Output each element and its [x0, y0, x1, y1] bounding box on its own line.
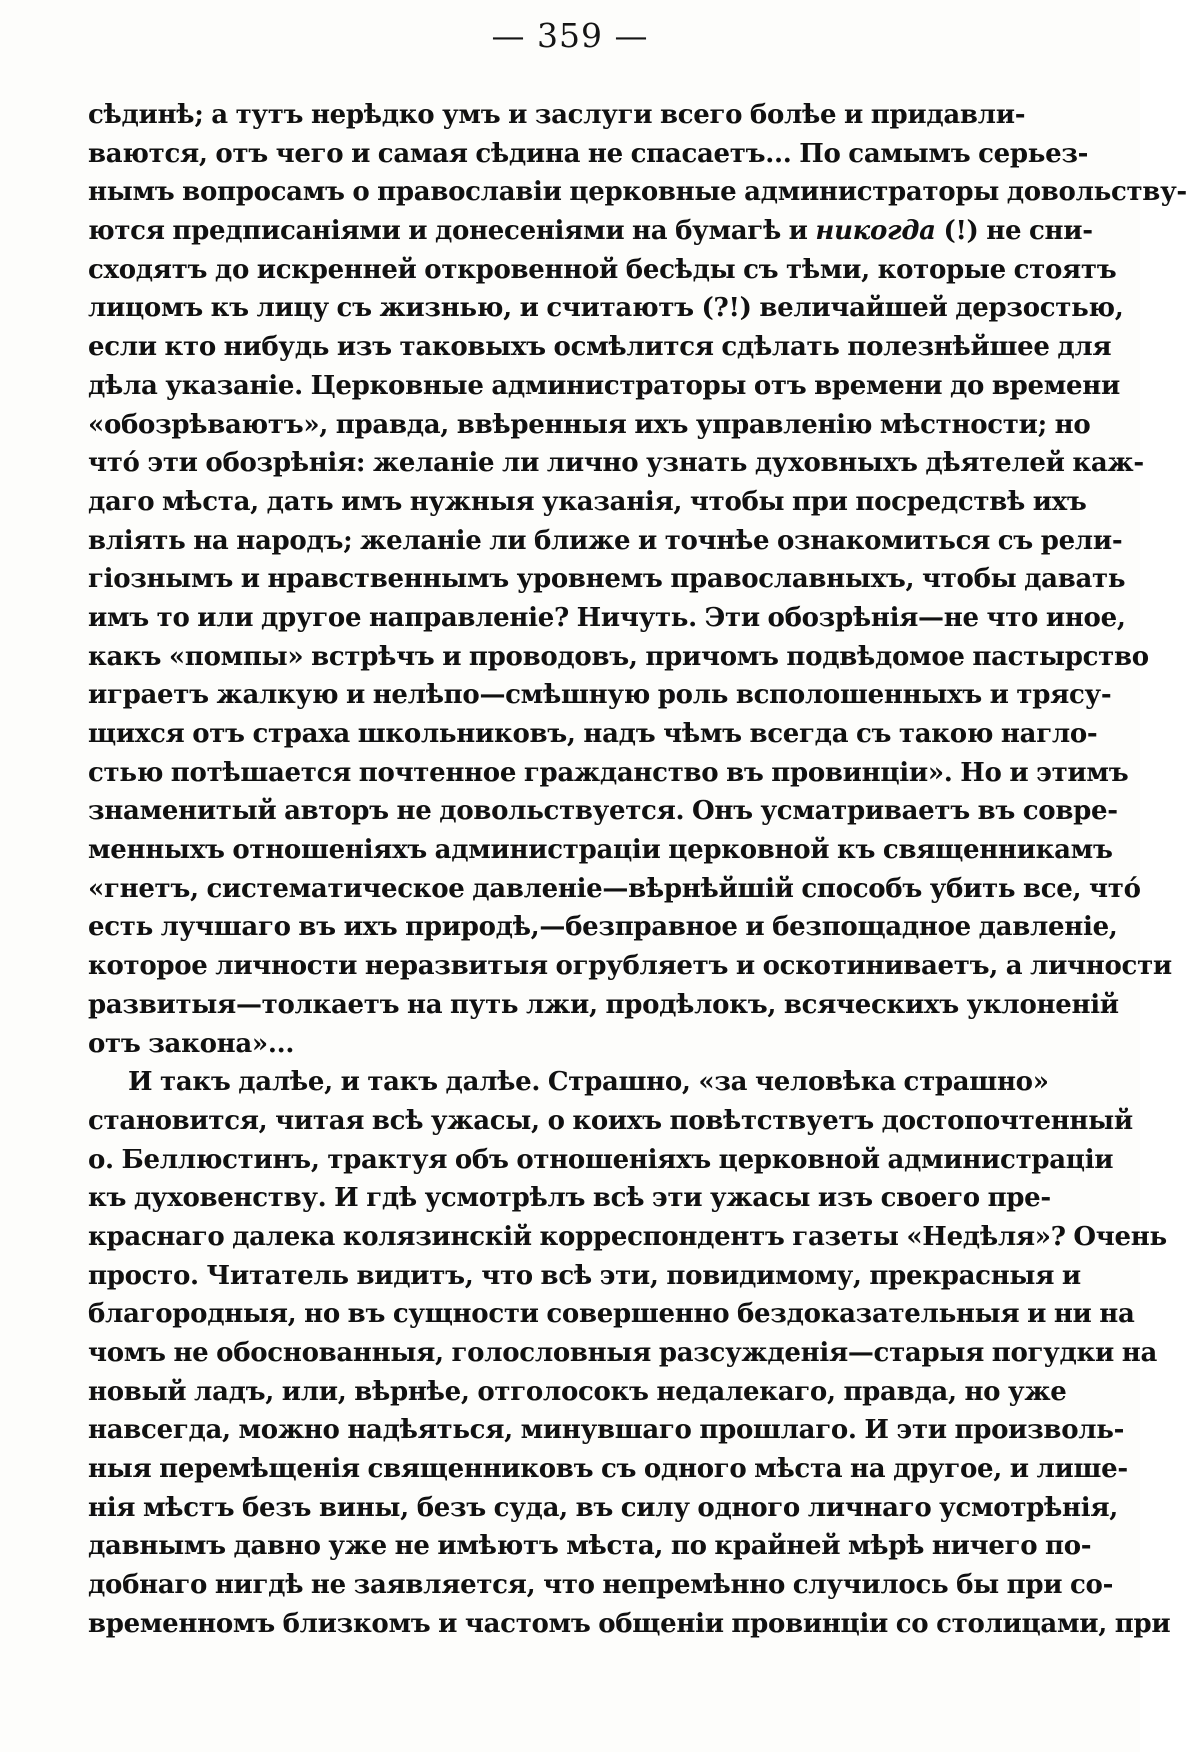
text-line: «обозрѣваютъ», правда, ввѣренныя ихъ управленію мѣстности; но: [88, 409, 1091, 440]
text-line-end: (!) не сни-: [943, 216, 1093, 247]
text-line: сходятъ до искренней откровенной бесѣды съ тѣми, которые стоятъ: [88, 254, 1117, 285]
text-line: развитыя—толкаетъ на путь лжи, продѣлокъ, всяческихъ уклоненій: [88, 989, 1119, 1020]
italic-emphasis: никогда: [815, 216, 936, 247]
text-line: нымъ вопросамъ о православіи церковные администраторы довольству-: [88, 177, 1187, 208]
text-line: краснаго далека колязинскій корреспондентъ газеты «Недѣля»? Очень: [88, 1221, 1167, 1252]
text-line: [88, 212, 1093, 251]
text-line: навсегда, можно надѣяться, минувшаго прошлаго. И эти произволь-: [88, 1415, 1125, 1446]
page-number: — 359 —: [491, 16, 649, 55]
text-line: которое личности неразвитыя огрубляетъ и оскотиниваетъ, а личности: [88, 951, 1172, 982]
text-line: благородныя, но въ сущности совершенно бездоказательныя и ни на: [88, 1299, 1135, 1330]
text-line: есть лучшаго въ ихъ природѣ,—безправное и безпощадное давленіе,: [88, 912, 1118, 943]
text-line: ваются, отъ чего и самая сѣдина не спасаетъ... По самымъ серьез-: [88, 138, 1089, 169]
text-line: И такъ далѣе, и такъ далѣе. Страшно, «за человѣка страшно»: [128, 1067, 1049, 1098]
text-line: отъ закона»...: [88, 1028, 295, 1059]
text-line: нія мѣстъ безъ вины, безъ суда, въ силу одного личнаго усмотрѣнія,: [88, 1492, 1118, 1523]
text-line: стью потѣшается почтенное гражданство въ провинціи». Но и этимъ: [88, 757, 1129, 788]
text-line: какъ «помпы» встрѣчъ и проводовъ, причомъ подвѣдомое пастырство: [88, 641, 1149, 672]
text-line: чтó эти обозрѣнія: желаніе ли лично узнать духовныхъ дѣятелей каж-: [88, 448, 1144, 479]
text-line: добнаго нигдѣ не заявляется, что непремѣнно случилось бы при со-: [88, 1570, 1114, 1601]
text-line: о. Беллюстинъ, трактуя объ отношеніяхъ церковной администраціи: [88, 1144, 1114, 1175]
text-line: если кто нибудь изъ таковыхъ осмѣлится сдѣлать полезнѣйшее для: [88, 332, 1112, 363]
text-line: имъ то или другое направленіе? Ничуть. Эти обозрѣнія—не что иное,: [88, 602, 1126, 633]
text-line: сѣдинѣ; а тутъ нерѣдко умъ и заслуги всего болѣе и придавли-: [88, 100, 1026, 130]
text-line: дѣла указаніе. Церковные администраторы отъ времени до времени: [88, 370, 1120, 401]
text-line: давнымъ давно уже не имѣютъ мѣста, по крайней мѣрѣ ничего по-: [88, 1531, 1092, 1562]
text-line: чомъ не обоснованныя, голословныя разсужденія—старыя погудки на: [88, 1338, 1158, 1368]
text-line: становится, читая всѣ ужасы, о коихъ повѣтствуетъ достопочтенный: [88, 1105, 1133, 1136]
text-line: вліять на народъ; желаніе ли ближе и точнѣе ознакомиться съ рели-: [88, 525, 1123, 556]
text-line: просто. Читатель видитъ, что всѣ эти, повидимому, прекрасныя и: [88, 1260, 1081, 1291]
text-line: знаменитый авторъ не довольствуется. Онъ усматриваетъ въ совре-: [88, 796, 1118, 827]
text-line: къ духовенству. И гдѣ усмотрѣлъ всѣ эти ужасы изъ своего пре-: [88, 1183, 1051, 1214]
text-line: лицомъ къ лицу съ жизнью, и считаютъ (?!) величайшей дерзостью,: [88, 293, 1124, 324]
text-line: даго мѣста, дать имъ нужныя указанія, чтобы при посредствѣ ихъ: [88, 486, 1087, 517]
text-line: гіознымъ и нравственнымъ уровнемъ православныхъ, чтобы давать: [88, 564, 1126, 595]
text-line: новый ладъ, или, вѣрнѣе, отголосокъ недалекаго, правда, но уже: [88, 1376, 1067, 1407]
text-line: ныя перемѣщенія священниковъ съ одного мѣста на другое, и лише-: [88, 1454, 1128, 1485]
text-line: играетъ жалкую и нелѣпо—смѣшную роль всполошенныхъ и трясу-: [88, 680, 1112, 711]
body-text: [88, 96, 1187, 1644]
text-line-start: ются предписаніями и донесеніями на бумагѣ и: [88, 216, 808, 247]
text-line: щихся отъ страха школьниковъ, надъ чѣмъ всегда съ такою нагло-: [88, 719, 1098, 749]
text-line: «гнетъ, систематическое давленіе—вѣрнѣйшій способъ убить все, чтó: [88, 873, 1141, 904]
text-line: временномъ близкомъ и частомъ общеніи провинціи со столицами, при: [88, 1608, 1171, 1639]
text-line: менныхъ отношеніяхъ администраціи церковной къ священникамъ: [88, 835, 1113, 866]
